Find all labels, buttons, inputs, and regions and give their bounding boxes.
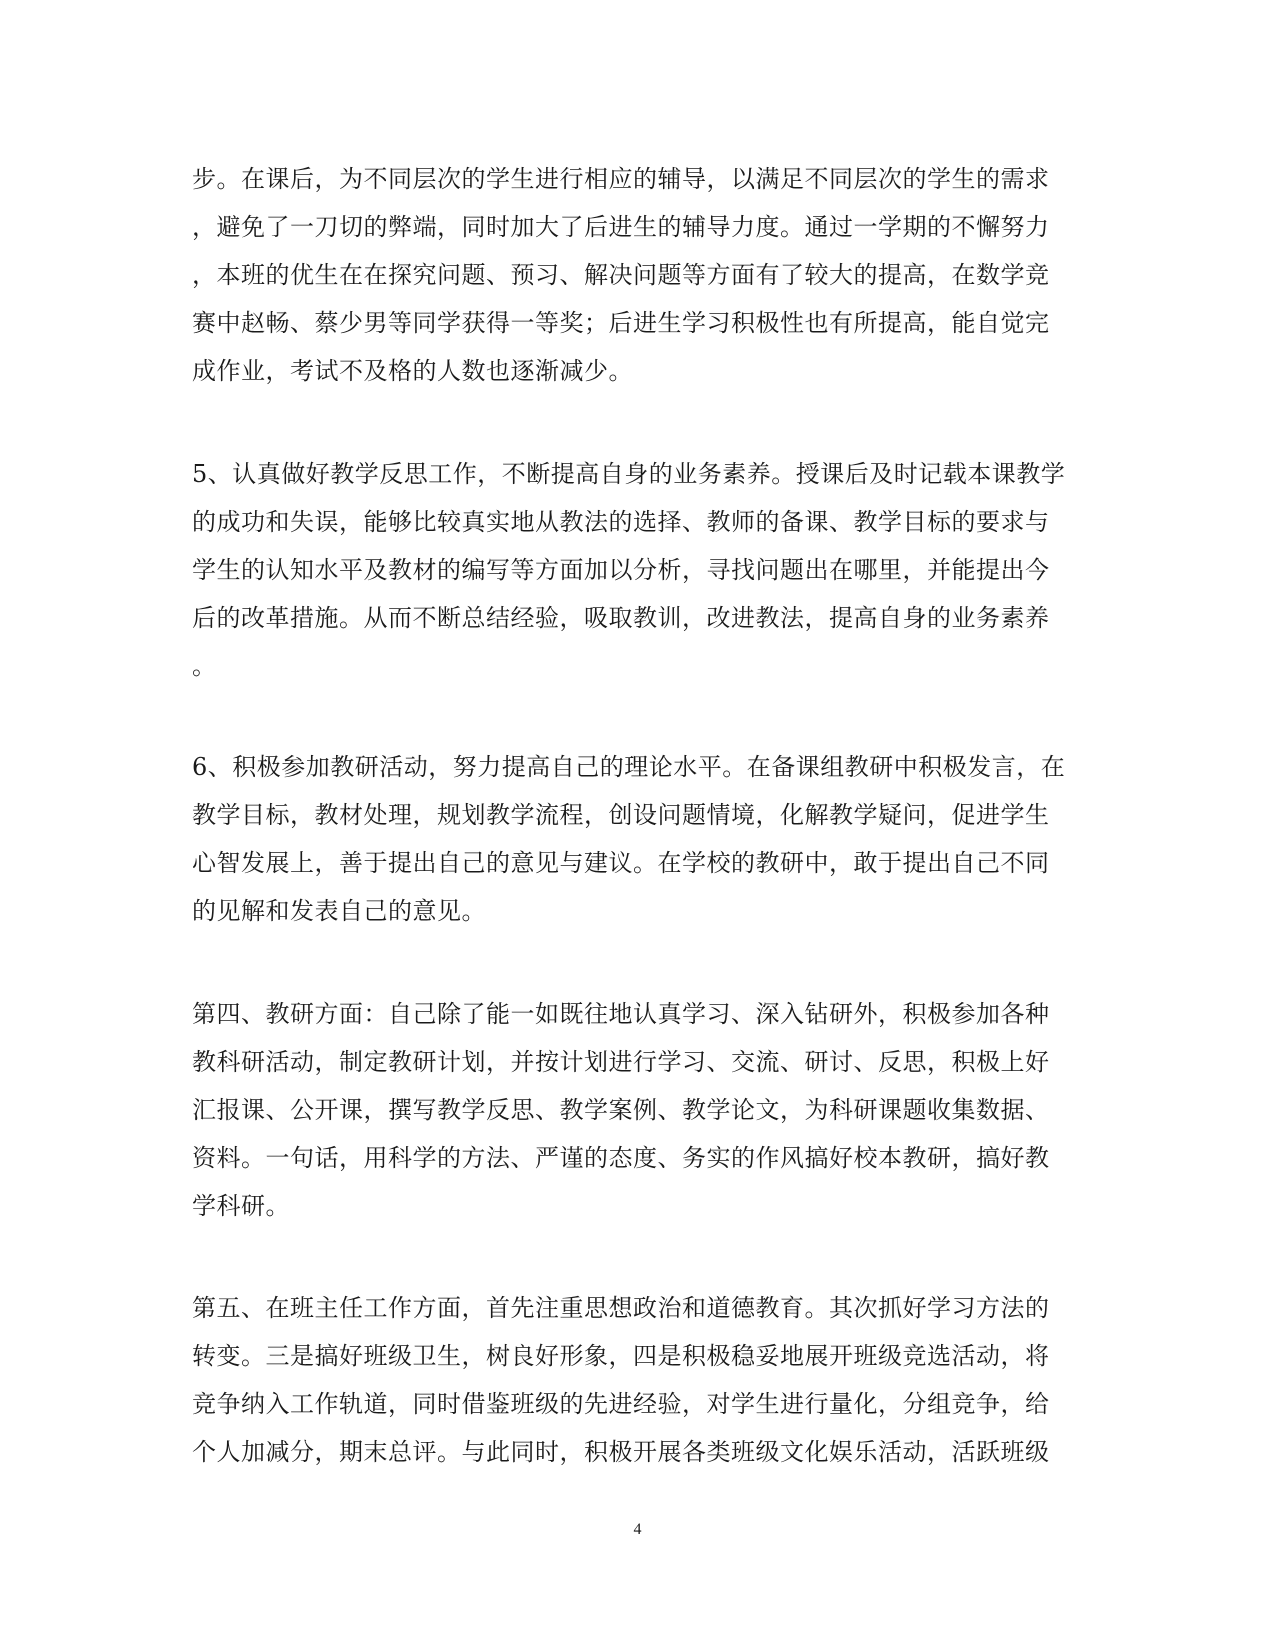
text-line: 教科研活动，制定教研计划，并按计划进行学习、交流、研讨、反思，积极上好 — [192, 1048, 1050, 1076]
text-line: 的成功和失误，能够比较真实地从教法的选择、教师的备课、教学目标的要求与 — [192, 508, 1050, 536]
text-line: 第四、教研方面：自己除了能一如既往地认真学习、深入钻研外，积极参加各种 — [192, 1000, 1050, 1028]
text-line: 资料。一句话，用科学的方法、严谨的态度、务实的作风搞好校本教研，搞好教 — [192, 1144, 1050, 1172]
paragraph-4 — [192, 990, 1092, 1230]
text-line: 学科研。 — [192, 1192, 290, 1220]
text-line: 6、积极参加教研活动，努力提高自己的理论水平。在备课组教研中积极发言，在 — [192, 753, 1066, 781]
text-line: 学生的认知水平及教材的编写等方面加以分析，寻找问题出在哪里，并能提出今 — [192, 556, 1050, 584]
paragraph-5 — [192, 1284, 1092, 1476]
text-line: 后的改革措施。从而不断总结经验，吸取教训，改进教法，提高自身的业务素养 — [192, 604, 1050, 632]
text-line: 转变。三是搞好班级卫生，树良好形象，四是积极稳妥地展开班级竞选活动，将 — [192, 1342, 1050, 1370]
text-line: 步。在课后，为不同层次的学生进行相应的辅导，以满足不同层次的学生的需求 — [192, 165, 1050, 193]
text-line: 5、认真做好教学反思工作，不断提高自身的业务素养。授课后及时记载本课教学 — [192, 460, 1066, 488]
paragraph-3 — [192, 743, 1092, 935]
text-line: ，避免了一刀切的弊端，同时加大了后进生的辅导力度。通过一学期的不懈努力 — [192, 213, 1050, 241]
text-line: 汇报课、公开课，撰写教学反思、教学案例、教学论文，为科研课题收集数据、 — [192, 1096, 1050, 1124]
text-line: ，本班的优生在在探究问题、预习、解决问题等方面有了较大的提高，在数学竞 — [192, 261, 1050, 289]
text-line: 竞争纳入工作轨道，同时借鉴班级的先进经验，对学生进行量化，分组竞争，给 — [192, 1390, 1050, 1418]
paragraph-2 — [192, 450, 1092, 690]
text-line: 第五、在班主任工作方面，首先注重思想政治和道德教育。其次抓好学习方法的 — [192, 1294, 1050, 1322]
text-line: 心智发展上，善于提出自己的意见与建议。在学校的教研中，敢于提出自己不同 — [192, 849, 1050, 877]
text-line: 。 — [192, 652, 217, 680]
paragraph-1 — [192, 155, 1092, 395]
text-line: 成作业，考试不及格的人数也逐渐减少。 — [192, 357, 633, 385]
text-line: 个人加减分，期末总评。与此同时，积极开展各类班级文化娱乐活动，活跃班级 — [192, 1438, 1050, 1466]
text-line: 教学目标，教材处理，规划教学流程，创设问题情境，化解教学疑问，促进学生 — [192, 801, 1050, 829]
text-line: 的见解和发表自己的意见。 — [192, 897, 486, 925]
page-number: 4 — [633, 1521, 642, 1538]
text-line: 赛中赵畅、蔡少男等同学获得一等奖；后进生学习积极性也有所提高，能自觉完 — [192, 309, 1050, 337]
